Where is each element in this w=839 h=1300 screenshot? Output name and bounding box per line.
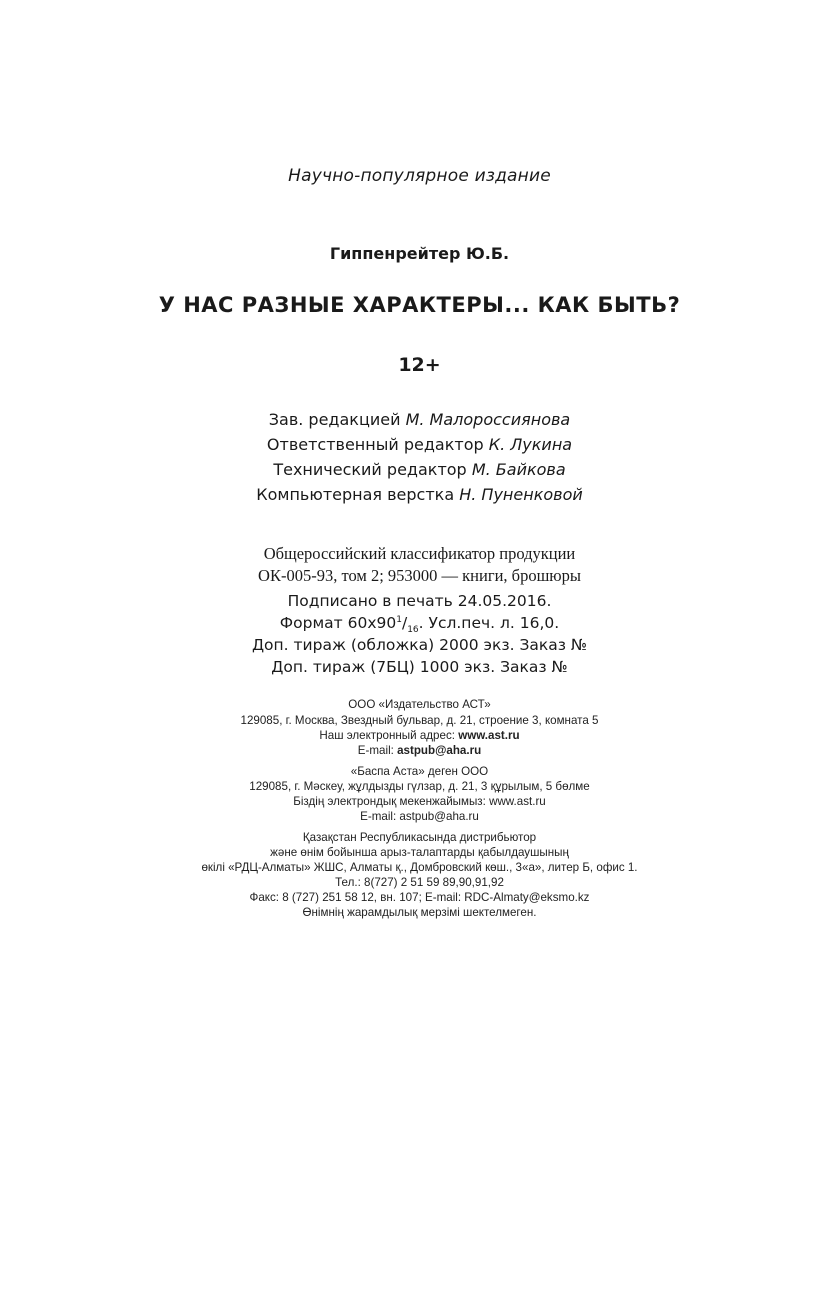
distributor-fax-email: Факс: 8 (727) 251 58 12, вн. 107; E-mail: RDC-Almaty@eksmo.kz (249, 891, 590, 904)
format-suffix: . Усл.печ. л. 16,0. (418, 614, 560, 632)
publisher-kz-website: Біздің электрондық мекенжайымыз: www.ast.ru (293, 795, 546, 808)
email-link[interactable]: astpub@aha.ru (397, 744, 482, 757)
publisher-website (0, 729, 839, 742)
staff-credit (0, 435, 839, 454)
staff-name: К. Лукина (488, 435, 573, 454)
staff-role: Ответственный редактор (266, 435, 484, 454)
print-signed-date: Подписано в печать 24.05.2016. (287, 592, 552, 610)
distributor-phone: Тел.: 8(727) 2 51 59 89,90,91,92 (335, 876, 504, 889)
email-label: E-mail: (357, 744, 398, 757)
website-label: Наш электронный адрес: (319, 729, 459, 742)
distributor-line: және өнім бойынша арыз-талаптарды қабылдаушының (270, 846, 569, 859)
distributor-address: өкілі «РДЦ-Алматы» ЖШС, Алматы қ., Домбровский көш., 3«а», литер Б, офис 1. (201, 861, 638, 874)
book-author: Гиппенрейтер Ю.Б. (329, 244, 510, 263)
publisher-name: ООО «Издательство АСТ» (348, 698, 491, 711)
classification-line: Общероссийский классификатор продукции (263, 544, 576, 563)
staff-name: М. Байкова (471, 460, 566, 479)
book-title: У НАС РАЗНЫЕ ХАРАКТЕРЫ... КАК БЫТЬ? (158, 293, 681, 317)
publisher-kz-name: «Баспа Аста» деген ООО (350, 765, 489, 778)
age-rating: 12+ (398, 354, 441, 376)
print-run-cover: Доп. тираж (обложка) 2000 экз. Заказ № (251, 636, 588, 654)
staff-role: Компьютерная верстка (256, 485, 455, 504)
format-numerator: 1 (396, 615, 402, 625)
classification-line: ОК-005-93, том 2; 953000 — книги, брошюры (258, 566, 581, 585)
staff-name: М. Малороссиянова (405, 410, 571, 429)
print-format (0, 614, 839, 635)
print-run-hardcover: Доп. тираж (7БЦ) 1000 экз. Заказ № (271, 658, 568, 676)
publisher-address: 129085, г. Москва, Звездный бульвар, д. 21, строение 3, комната 5 (240, 714, 599, 727)
staff-credit (0, 485, 839, 504)
staff-role: Технический редактор (273, 460, 467, 479)
publisher-email (0, 744, 839, 757)
staff-role: Зав. редакцией (268, 410, 401, 429)
publisher-kz-email: E-mail: astpub@aha.ru (360, 810, 479, 823)
format-prefix: Формат 60х90 (279, 614, 397, 632)
staff-credit (0, 460, 839, 479)
distributor-line: Қазақстан Республикасында дистрибьютор (302, 831, 537, 844)
publication-genre: Научно-популярное издание (288, 166, 551, 186)
publisher-kz-address: 129085, г. Мәскеу, жұлдызды гүлзар, д. 21, 3 құрылым, 5 бөлме (249, 780, 590, 793)
format-slash: / (401, 614, 408, 632)
website-link[interactable]: www.ast.ru (458, 729, 520, 742)
staff-credit (0, 410, 839, 429)
staff-name: Н. Пуненковой (459, 485, 583, 504)
shelf-life-note: Өнімнің жарамдылық мерзімі шектелмеген. (302, 906, 537, 919)
format-denominator: 16 (407, 625, 419, 635)
